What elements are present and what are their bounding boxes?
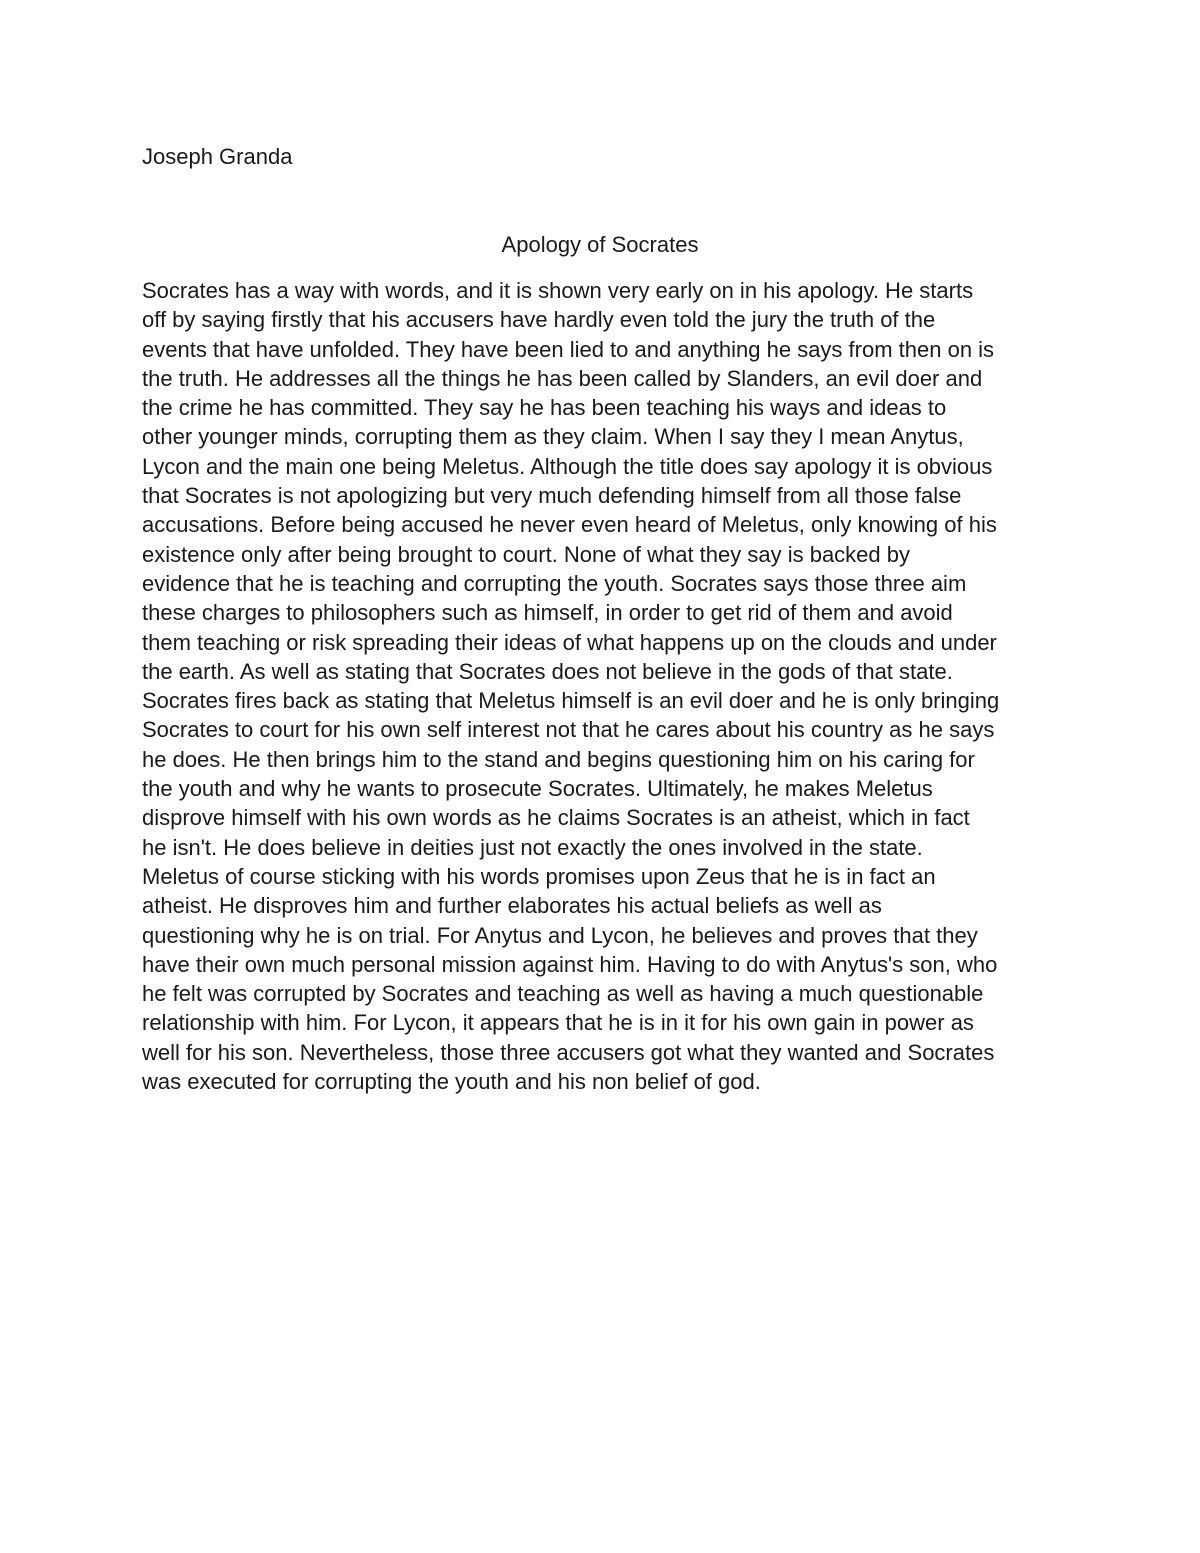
paragraph-line: Socrates to court for his own self interest not that he cares about his country as he says [142,717,995,743]
paragraph-line: have their own much personal mission against him. Having to do with Anytus's son, who [142,951,998,977]
paragraph-line: was executed for corrupting the youth and his non belief of god. [142,1069,761,1095]
paragraph-line: these charges to philosophers such as himself, in order to get rid of them and avoid [142,600,953,626]
paragraph-line: existence only after being brought to court. None of what they say is backed by [142,541,911,567]
paragraph-line: relationship with him. For Lycon, it appears that he is in it for his own gain in power as [142,1010,974,1036]
paragraph-line: events that have unfolded. They have been lied to and anything he says from then on is [142,336,995,362]
document-title: Apology of Socrates [501,232,699,257]
paragraph-line: Socrates has a way with words, and it is shown very early on in his apology. He starts [142,278,974,303]
paragraph-line: the crime he has committed. They say he has been teaching his ways and ideas to [142,395,947,421]
paragraph-line: Meletus of course sticking with his words promises upon Zeus that he is in fact an [142,863,936,889]
paragraph-line: accusations. Before being accused he never even heard of Meletus, only knowing of his [142,512,997,538]
paragraph-line: off by saying firstly that his accusers have hardly even told the jury the truth of the [142,307,936,333]
paragraph-line: the earth. As well as stating that Socrates does not believe in the gods of that state. [142,658,953,684]
paragraph-line: that Socrates is not apologizing but very much defending himself from all those false [142,483,962,509]
paragraph-line: evidence that he is teaching and corrupting the youth. Socrates says those three aim [142,570,967,596]
paragraph-line: Socrates fires back as stating that Meletus himself is an evil doer and he is only bringing [142,688,1000,714]
paragraph-line: them teaching or risk spreading their ideas of what happens up on the clouds and under [142,629,997,655]
paragraph-line: he felt was corrupted by Socrates and teaching as well as having a much questionable [142,981,984,1007]
paragraph-line: he isn't. He does believe in deities just not exactly the ones involved in the state. [142,834,923,860]
paragraph-line: other younger minds, corrupting them as they claim. When I say they I mean Anytus, [142,424,964,450]
body-paragraph [142,276,1072,1096]
paragraph-line: well for his son. Nevertheless, those three accusers got what they wanted and Socrates [142,1039,995,1065]
paragraph-line: the truth. He addresses all the things he has been called by Slanders, an evil doer and [142,365,983,391]
paragraph-line: the youth and why he wants to prosecute Socrates. Ultimately, he makes Meletus [142,776,933,802]
paragraph-line: he does. He then brings him to the stand and begins questioning him on his caring for [142,746,975,772]
paragraph-line: Lycon and the main one being Meletus. Although the title does say apology it is obvious [142,453,993,479]
paragraph-line: questioning why he is on trial. For Anytus and Lycon, he believes and proves that they [142,922,978,948]
paragraph-line: disprove himself with his own words as he claims Socrates is an atheist, which in fact [142,805,970,831]
paragraph-line: atheist. He disproves him and further elaborates his actual beliefs as well as [142,893,882,919]
author-name: Joseph Granda [142,144,293,169]
